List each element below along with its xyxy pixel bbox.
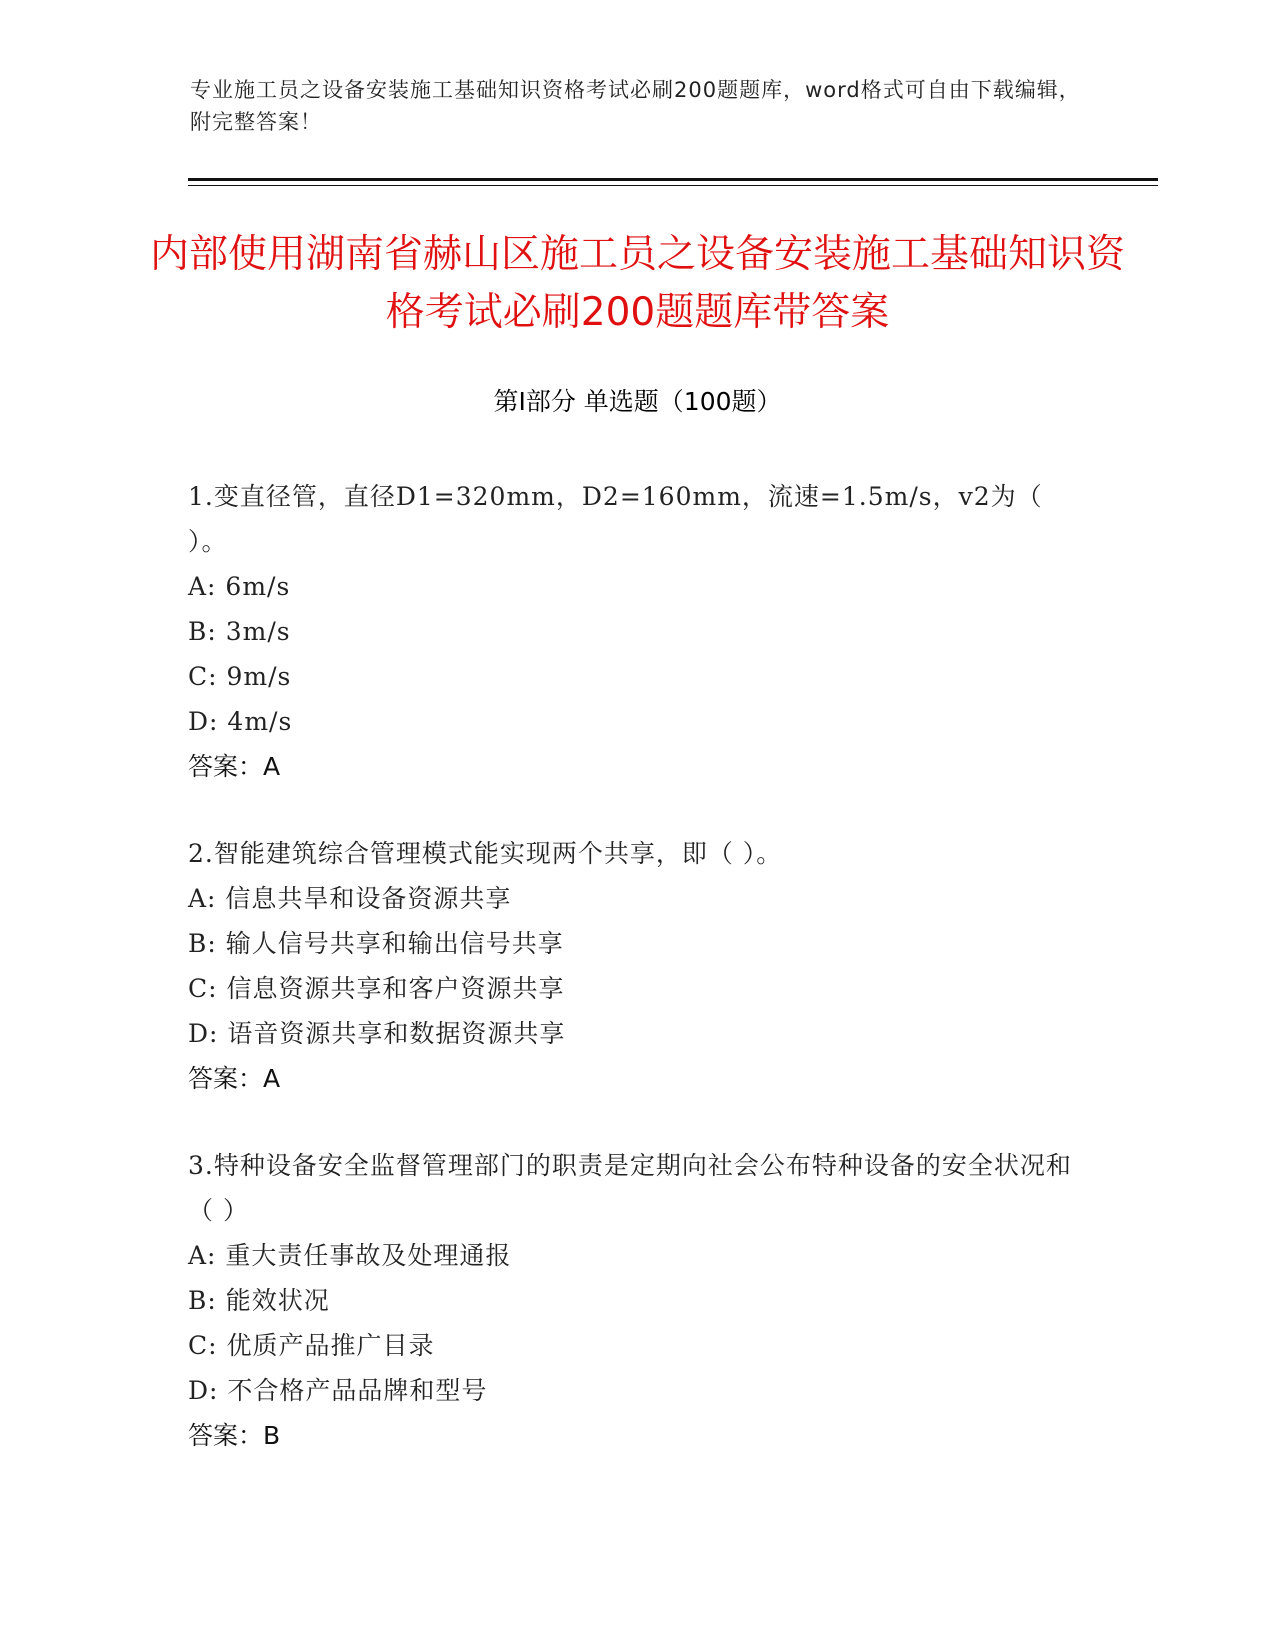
header-rule-thin — [188, 185, 1158, 186]
option-c: C: 9m/s — [188, 662, 292, 691]
question-text: 1.变直径管，直径D1=320mm，D2=160mm，流速=1.5m/s，v2为（ ）。 — [188, 482, 1043, 556]
document-title: 内部使用湖南省赫山区施工员之设备安装施工基础知识资格考试必刷200题题库带答案 — [149, 232, 1125, 335]
option-c: C: 优质产品推广目录 — [188, 1331, 435, 1360]
option-a: A: 重大责任事故及处理通报 — [188, 1241, 512, 1270]
option-d: D: 不合格产品品牌和型号 — [188, 1376, 488, 1405]
question-list — [188, 474, 1078, 1500]
option-a: A: 信息共旱和设备资源共享 — [188, 884, 512, 913]
question-text: 3.特种设备安全监督管理部门的职责是定期向社会公布特种设备的安全状况和（ ） — [188, 1151, 1072, 1225]
option-d: D: 语音资源共享和数据资源共享 — [188, 1019, 566, 1048]
option-b: B: 能效状况 — [188, 1286, 330, 1315]
question-1 — [188, 474, 1078, 789]
answer: 答案：A — [188, 752, 281, 781]
option-b: B: 3m/s — [188, 617, 291, 646]
section-heading: 第I部分 单选题（100题） — [493, 387, 782, 416]
option-d: D: 4m/s — [188, 707, 293, 736]
header-rule-thick — [188, 178, 1158, 181]
option-c: C: 信息资源共享和客户资源共享 — [188, 974, 565, 1003]
header-note: 专业施工员之设备安装施工基础知识资格考试必刷200题题库，word格式可自由下载编辑，附完整答案！ — [190, 78, 1081, 134]
answer: 答案：B — [188, 1421, 281, 1450]
option-a: A: 6m/s — [188, 572, 291, 601]
question-3 — [188, 1143, 1078, 1458]
option-b: B: 输人信号共享和输出信号共享 — [188, 929, 564, 958]
question-text: 2.智能建筑综合管理模式能实现两个共享，即（ ）。 — [188, 839, 783, 868]
question-2 — [188, 831, 1078, 1101]
answer: 答案：A — [188, 1064, 281, 1093]
